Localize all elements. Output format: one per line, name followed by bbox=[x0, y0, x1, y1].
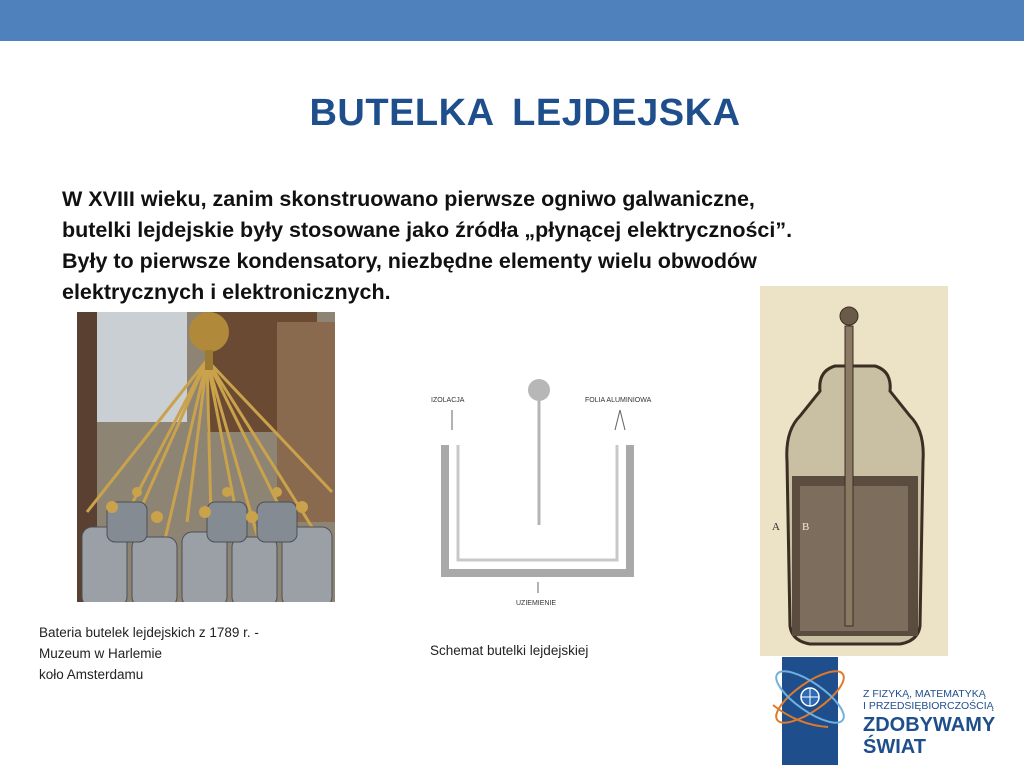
leyden-jar-engraving bbox=[760, 286, 948, 656]
label-ground: UZIEMIENIE bbox=[516, 600, 557, 607]
engraving-label-a: A bbox=[772, 521, 780, 533]
leyden-jar-schematic bbox=[415, 375, 680, 615]
logo-line-1: Z FIZYKĄ, MATEMATYKĄ bbox=[863, 688, 986, 700]
engraving-label-b: B bbox=[802, 521, 810, 533]
label-foil: FOLIA ALUMINIOWA bbox=[585, 397, 652, 404]
slide-title: BUTELKA LEJDEJSKA bbox=[309, 92, 741, 134]
intro-line-1: W XVIII wieku, zanim skonstruowano pierwsze ogniwo galwaniczne, bbox=[62, 187, 755, 211]
schematic-caption: Schemat butelki lejdejskiej bbox=[430, 643, 589, 658]
top-banner bbox=[0, 0, 1024, 41]
battery-caption bbox=[39, 622, 329, 685]
logo-line-4: ŚWIAT bbox=[863, 736, 926, 758]
logo-line-2: I PRZEDSIĘBIORCZOŚCIĄ bbox=[863, 700, 994, 712]
project-logo bbox=[768, 655, 1024, 768]
battery-caption-line-3: koło Amsterdamu bbox=[39, 667, 144, 682]
battery-caption-line-1: Bateria butelek lejdejskich z 1789 r. - bbox=[39, 625, 259, 640]
intro-line-4: elektrycznych i elektronicznych. bbox=[62, 280, 391, 304]
intro-line-3: Były to pierwsze kondensatory, niezbędne elementy wielu obwodów bbox=[62, 249, 757, 273]
label-insulation: IZOLACJA bbox=[431, 397, 465, 404]
battery-caption-line-2: Muzeum w Harlemie bbox=[39, 646, 163, 661]
logo-line-3: ZDOBYWAMY bbox=[863, 714, 996, 736]
leyden-battery-photo bbox=[77, 312, 335, 602]
intro-line-2: butelki lejdejskie były stosowane jako źródła „płynącej elektryczności”. bbox=[62, 218, 793, 242]
